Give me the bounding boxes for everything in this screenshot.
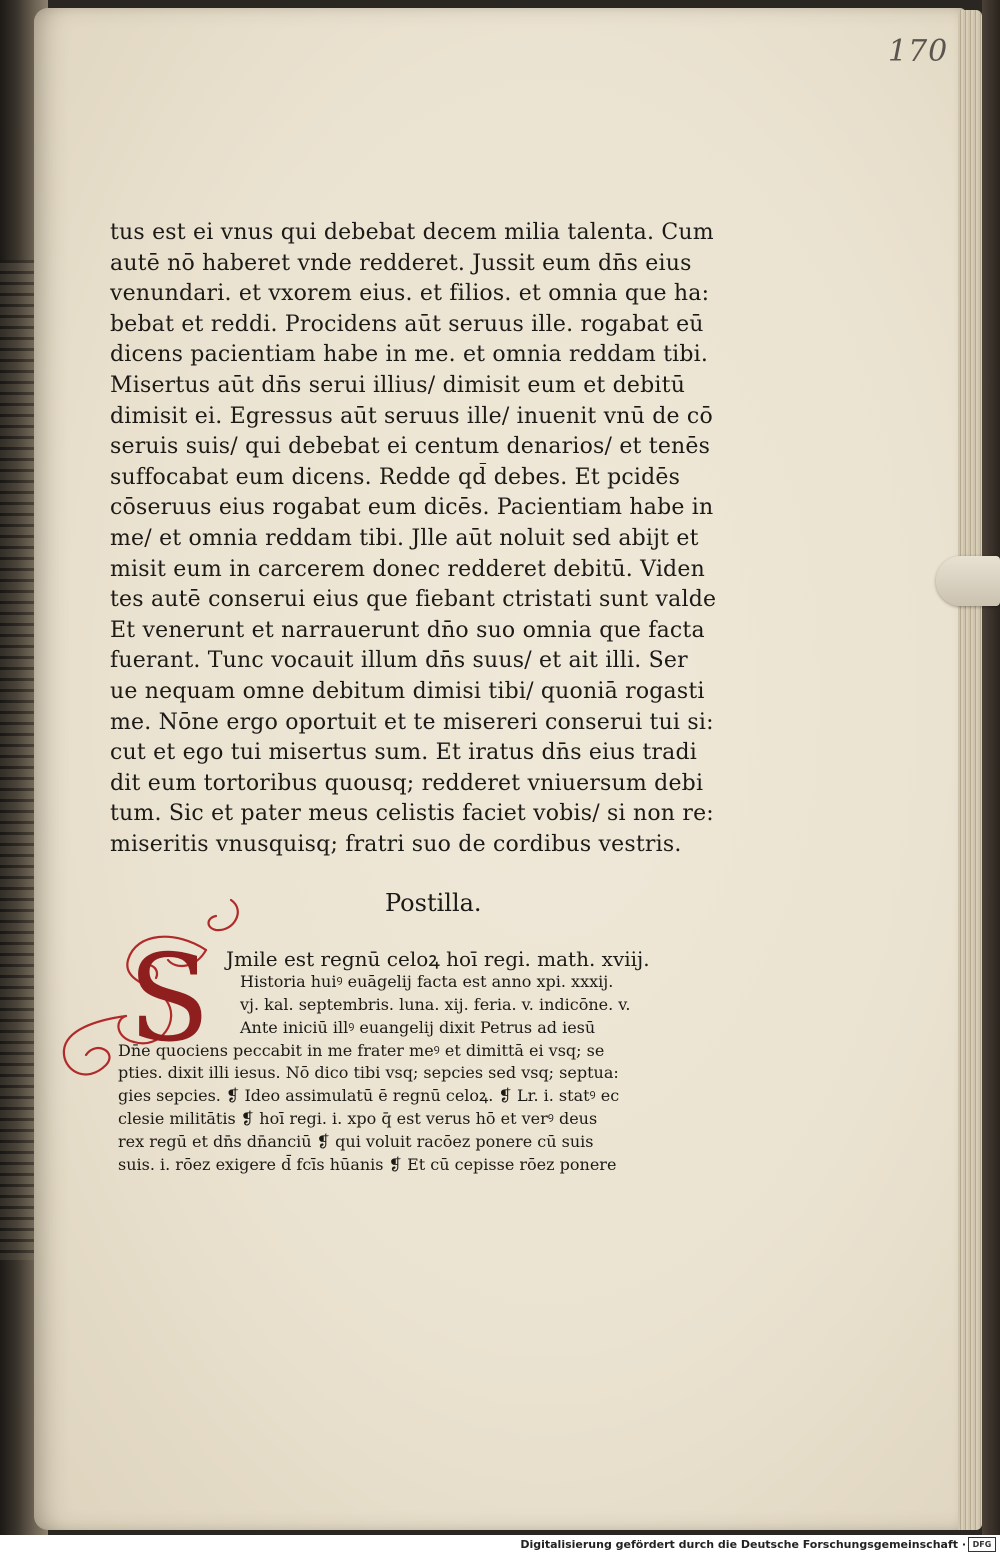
dfg-logo: DFG xyxy=(968,1537,996,1552)
postilla-line: vj. kal. septembris. luna. xij. feria. v. indicōne. v. xyxy=(240,994,631,1014)
main-text-line: miseritis vnusquisq; fratri suo de cordibus vestris. xyxy=(110,831,682,857)
main-text-block xyxy=(110,218,750,860)
main-text-line: Et venerunt et narrauerunt dn̄o suo omnia que facta xyxy=(110,617,705,643)
main-text-line: fuerant. Tunc vocauit illum dn̄s suus/ et ait illi. Ser xyxy=(110,648,688,674)
postilla-line: suis. i. rōez exigere d̄ fcīs hūanis ❡ Et cū cepisse rōez ponere xyxy=(118,1155,617,1175)
main-text-line: dicens pacientiam habe in me. et omnia reddam tibi. xyxy=(110,342,709,368)
main-text-line: cōseruus eius rogabat eum dicēs. Pacientiam habe in xyxy=(110,495,714,521)
main-text-line: venundari. et vxorem eius. et filios. et omnia que ha: xyxy=(110,281,710,307)
main-text-line: cut et ego tui misertus sum. Et iratus dn̄s eius tradi xyxy=(110,740,697,766)
main-text-line: seruis suis/ qui debebat ei centum denarios/ et tenēs xyxy=(110,434,711,460)
initial-letter: S xyxy=(128,930,211,1069)
postilla-line: Ante iniciū illꝰ euangelij dixit Petrus ad iesū xyxy=(240,1017,596,1037)
postilla-heading: Postilla. xyxy=(385,889,482,917)
main-text-line: suffocabat eum dicens. Redde qd̄ debes. Et pcidēs xyxy=(110,464,681,490)
footer-credit: Digitalisierung gefördert durch die Deutsche Forschungsgemeinschaft · xyxy=(520,1538,966,1551)
book-clasp xyxy=(936,556,1000,606)
folio-number: 170 xyxy=(888,34,949,69)
main-text-line: dit eum tortoribus quousq; redderet vniuersum debi xyxy=(110,770,704,796)
postilla-line: Historia huiꝰ euāgelij facta est anno xpi. xxxij. xyxy=(240,971,614,991)
postilla-line: gies sepcies. ❡ Ideo assimulatū ē regnū celoꝝ. ❡ Lr. i. statꝰ ec xyxy=(118,1086,620,1106)
main-text-line: bebat et reddi. Procidens aūt seruus ille. rogabat eū xyxy=(110,311,704,337)
main-text-line: misit eum in carcerem donec redderet debitū. Viden xyxy=(110,556,705,582)
main-text-line: ue nequam omne debitum dimisi tibi/ quoniā rogasti xyxy=(110,678,705,704)
postilla-text-block xyxy=(118,948,718,1177)
main-text-line: autē nō haberet vnde redderet. Jussit eum dn̄s eius xyxy=(110,250,692,276)
postilla-line: Dn̄e quociens peccabit in me frater meꝰ et dimittā ei vsq; se xyxy=(118,1040,605,1060)
page-fore-edge xyxy=(958,10,982,1530)
postilla-line: pties. dixit illi iesus. Nō dico tibi vsq; sepcies sed vsq; septua: xyxy=(118,1063,619,1083)
main-text-line: me/ et omnia reddam tibi. Jlle aūt noluit sed abijt et xyxy=(110,525,699,551)
postilla-line: rex regū et dn̄s dn̄anciū ❡ qui voluit racōez ponere cū suis xyxy=(118,1132,594,1152)
right-book-cover xyxy=(982,0,1000,1535)
postilla-line: Jmile est regnū celoꝝ hoī regi. math. xviij. xyxy=(226,948,650,971)
main-text-line: Misertus aūt dn̄s serui illius/ dimisit eum et debitū xyxy=(110,372,686,398)
main-text-line: dimisit ei. Egressus aūt seruus ille/ inuenit vnū de cō xyxy=(110,403,713,429)
main-text-line: tus est ei vnus qui debebat decem milia talenta. Cum xyxy=(110,220,714,245)
main-text-line: tes autē conserui eius que fiebant ctristati sunt valde xyxy=(110,587,717,613)
left-page-text-fragment xyxy=(0,260,34,1260)
main-text-line: me. Nōne ergo oportuit et te misereri conserui tui si: xyxy=(110,709,714,735)
postilla-line: clesie militātis ❡ hoī regi. i. xpo q̄ est verus hō et verꝰ deus xyxy=(118,1109,598,1129)
main-text-line: tum. Sic et pater meus celistis faciet vobis/ si non re: xyxy=(110,801,714,827)
